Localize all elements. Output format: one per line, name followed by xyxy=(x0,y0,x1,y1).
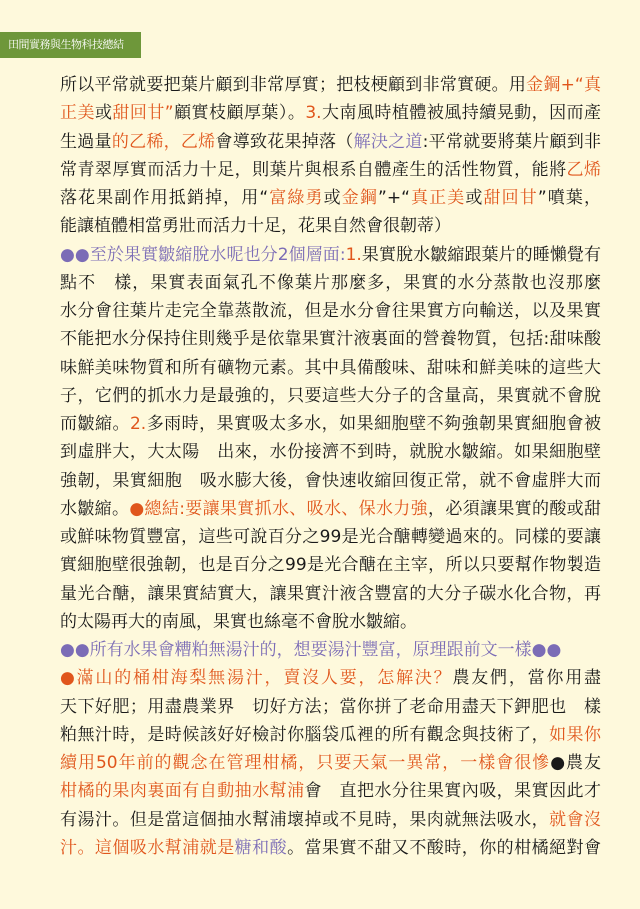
body-text: 。當果實不甜又不酸時，你的柑橘絕對會 xyxy=(287,837,601,858)
body-text: 會導致花果掉落（ xyxy=(215,131,354,152)
text-line xyxy=(60,834,601,862)
text-line xyxy=(60,551,601,579)
text-line xyxy=(60,297,601,325)
highlight-text-orange: 乙烯 xyxy=(566,159,601,180)
highlight-text-orange: 如果你 xyxy=(549,724,601,745)
text-line xyxy=(60,269,601,297)
highlight-text-orange: 甜回甘 xyxy=(483,188,538,208)
body-text: 或 xyxy=(94,103,113,124)
body-text: 或鮮味物質豐富，這些可說百分之99是光合醣轉變過來的。同樣的要讓 xyxy=(60,527,601,547)
body-text: 或 xyxy=(465,188,484,208)
body-text: 到虛胖大，大太陽 出來，水份接濟不到時，就脫水皺縮。如果細胞壁 xyxy=(60,442,601,463)
body-text: 不能把水分保持住則幾乎是依靠果實汁液裏面的營養物質，包括:甜味酸 xyxy=(60,329,601,350)
highlight-text-purple: 糖和酸 xyxy=(234,837,288,858)
body-text: 而皺縮。 xyxy=(60,414,130,434)
text-line xyxy=(60,777,601,805)
body-text: 的太陽再大的南風，果實也絲毫不會脫水皺縮。 xyxy=(60,611,417,632)
text-line xyxy=(60,71,601,99)
text-line xyxy=(60,749,601,777)
body-text: 水皺縮。 xyxy=(60,498,130,519)
text-line xyxy=(60,495,601,523)
text-line xyxy=(60,184,601,212)
highlight-text-orange: 就會沒 xyxy=(549,809,601,830)
body-text: 粕無汁時，是時候該好好檢討你腦袋瓜裡的所有觀念與技術了， xyxy=(60,724,550,745)
text-line xyxy=(60,438,601,466)
body-text: 味鮮美味物質和所有礦物元素。其中具備酸味、甜味和鮮美味的這些大 xyxy=(60,357,601,378)
text-line xyxy=(60,693,601,721)
text-line xyxy=(60,241,601,269)
highlight-text-orange: 續用50年前的觀念在管理柑橘，只要天氣一異常，一樣會很慘 xyxy=(60,753,551,773)
body-text: 或 xyxy=(323,188,342,208)
body-text: 水分會往葉片走完全靠蒸散流，但是水分會往果實方向輸送，以及果實 xyxy=(60,301,601,321)
body-text: 顧實枝顧厚葉）。 xyxy=(173,103,306,124)
body-text: ”+“ xyxy=(378,188,410,208)
body-text: 會 直把水分往果實內吸，果實因此才 xyxy=(304,781,601,802)
body-text: 天下好肥；用盡農業界 切好方法；當你拼了老命用盡天下鉀肥也 樣 xyxy=(60,696,601,717)
body-text: 多雨時，果實吸太多水，如果細胞壁不夠強韌果實細胞會被 xyxy=(146,414,601,434)
highlight-text-orange: 富綠勇 xyxy=(268,188,324,208)
text-line xyxy=(60,410,601,438)
section-header-tag: 田間實務與生物科技總結 xyxy=(0,32,141,58)
body-text: :平常就要將葉片顧到非 xyxy=(422,131,601,152)
highlight-text-orange: 2. xyxy=(129,414,147,434)
text-line xyxy=(60,721,601,749)
text-line xyxy=(60,608,601,636)
highlight-text-orange: 汁。這個吸水幫浦就是 xyxy=(60,837,235,858)
text-line xyxy=(60,806,601,834)
text-line xyxy=(60,325,601,353)
text-line xyxy=(60,580,601,608)
text-line xyxy=(60,128,601,156)
highlight-text-purple: 解決之道 xyxy=(353,131,423,152)
body-text: ，必須讓果實的酸或甜 xyxy=(427,498,601,519)
body-text: ●農友 xyxy=(550,753,601,773)
body-text: 所以平常就要把葉片顧到非常厚實；把枝梗顧到非常實硬。用 xyxy=(60,75,527,95)
highlight-text-orange: 金鋼+“真 xyxy=(526,75,601,95)
body-text: 點不 樣，果實表面氣孔不像葉片那麼多，果實的水分蒸散也沒那麼 xyxy=(60,272,601,293)
text-line xyxy=(60,636,601,664)
highlight-text-orange: 3. xyxy=(305,103,322,124)
body-text: 能讓植體相當勇壯而活力十足，花果自然會很韌蒂） xyxy=(60,216,451,237)
document-body xyxy=(60,71,601,862)
body-text: 強韌，果實細胞 吸水膨大後，會快速收縮回復正常，就不會虛胖大而 xyxy=(60,470,601,491)
body-text: 子，它們的抓水力是最強的，只要這些大分子的含量高，果實就不會脫 xyxy=(60,385,601,406)
highlight-text-orange: 甜回甘” xyxy=(112,103,174,124)
text-line xyxy=(60,156,601,184)
highlight-text-purple: ●●所有水果會糟粕無湯汁的，想要湯汁豐富，原理跟前文一樣●● xyxy=(60,640,562,660)
highlight-text-purple: ●●至於果實皺縮脫水呢也分2個層面: xyxy=(60,244,346,265)
body-text: 果實脫水皺縮跟葉片的睡懶覺有 xyxy=(361,244,601,265)
text-line xyxy=(60,523,601,551)
body-text: 常青翠厚實而活力十足，則葉片與根系自體產生的活性物質，能將 xyxy=(60,159,567,180)
body-text: 落花果副作用抵銷掉，用“ xyxy=(60,188,269,208)
text-line xyxy=(60,467,601,495)
body-text: 有湯汁。但是當這個抽水幫浦壞掉或不見時，果肉就無法吸水， xyxy=(60,809,550,830)
text-line xyxy=(60,664,601,692)
body-text: 實細胞壁很強韌，也是百分之99是光合醣在主宰，所以只要幫作物製造 xyxy=(60,555,601,576)
body-text: ”噴葉， xyxy=(537,188,601,208)
highlight-text-orange: ●滿山的桶柑海梨無湯汁，賣沒人要，怎解決？ xyxy=(60,668,453,689)
body-text: 量光合醣，讓果實結實大，讓果實汁液含豐富的大分子碳水化合物，再 xyxy=(60,583,601,604)
highlight-text-orange: 真正美 xyxy=(409,188,466,208)
highlight-text-orange: 正美 xyxy=(60,103,95,124)
highlight-text-orange: 柑橘的果肉裏面有自動抽水幫浦 xyxy=(60,781,305,802)
highlight-text-orange: 金鋼 xyxy=(341,188,379,208)
text-line xyxy=(60,354,601,382)
highlight-text-orange: 的乙稀，乙烯 xyxy=(111,131,216,152)
body-text: 生過量 xyxy=(60,131,112,152)
body-text: 農友們，當你用盡 xyxy=(452,668,601,689)
text-line xyxy=(60,212,601,240)
highlight-text-orange: ●總結:要讓果實抓水、吸水、保水力強 xyxy=(129,498,428,519)
body-text: 大南風時植體被風持續晃動，因而產 xyxy=(321,103,601,124)
highlight-text-orange: 1. xyxy=(345,244,362,265)
text-line xyxy=(60,99,601,127)
text-line xyxy=(60,382,601,410)
